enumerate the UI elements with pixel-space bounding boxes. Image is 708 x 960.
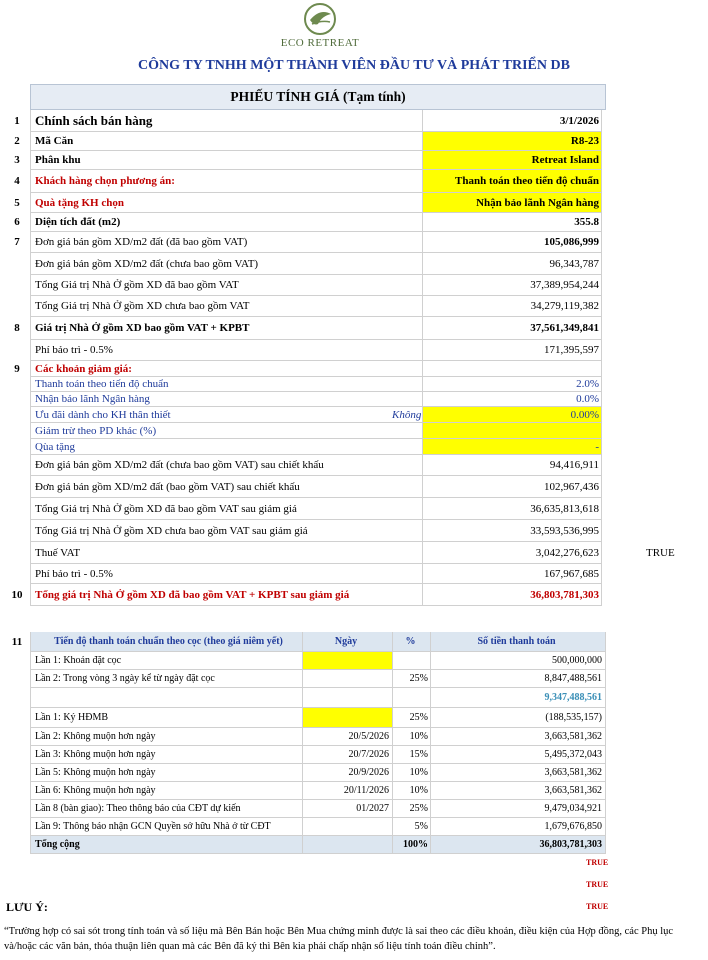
row-value: 33,593,536,995 — [422, 520, 602, 542]
schedule-date — [302, 652, 392, 670]
schedule-date — [302, 836, 392, 854]
schedule-amount: 500,000,000 — [430, 652, 606, 670]
row-number: 5 — [14, 197, 20, 209]
schedule-percent: 10% — [392, 782, 430, 800]
schedule-row — [4, 818, 606, 836]
schedule-spacer — [4, 708, 30, 728]
row-number — [4, 439, 30, 455]
schedule-column-header: % — [392, 632, 430, 652]
company-name: CÔNG TY TNHH MỘT THÀNH VIÊN ĐẦU TƯ VÀ PHÁT TRIỂN DB — [138, 58, 570, 73]
sheet-row — [4, 455, 606, 476]
row-value: 0.0% — [422, 392, 602, 407]
schedule-column-header: Ngày — [302, 632, 392, 652]
schedule-desc: Lần 5: Không muộn hơn ngày — [30, 764, 302, 782]
row-label: Đơn giá bán gồm XD/m2 đất (bao gồm VAT) sau chiết khấu — [30, 476, 422, 498]
row-number — [4, 498, 30, 520]
sheet-row — [4, 275, 606, 296]
row-label: Tổng Giá trị Nhà Ở gồm XD đã bao gồm VAT sau giảm giá — [30, 498, 422, 520]
schedule-amount: 3,663,581,362 — [430, 782, 606, 800]
row-label: Mã Căn — [30, 132, 422, 151]
row-label: Diện tích đất (m2) — [30, 213, 422, 232]
row-number: 6 — [14, 216, 20, 228]
schedule-spacer — [4, 800, 30, 818]
sheet-row — [4, 423, 606, 439]
row-number: 8 — [14, 322, 20, 334]
row-number — [4, 392, 30, 407]
row-label: Quà tặng KH chọn — [30, 193, 422, 213]
sheet-row — [4, 213, 606, 232]
schedule-date — [302, 818, 392, 836]
row-value: 36,803,781,303 — [422, 584, 602, 606]
row-label: Tổng Giá trị Nhà Ở gồm XD chưa bao gồm VAT sau giảm giá — [30, 520, 422, 542]
row-value: Thanh toán theo tiến độ chuẩn — [422, 170, 602, 193]
schedule-spacer — [4, 764, 30, 782]
payment-schedule-table — [4, 632, 606, 854]
row-value: 355.8 — [422, 213, 602, 232]
price-sheet-table — [4, 84, 675, 606]
sheet-row — [4, 151, 606, 170]
schedule-date: 20/5/2026 — [302, 728, 392, 746]
row-option-note: Không — [392, 409, 422, 421]
schedule-percent: 10% — [392, 764, 430, 782]
row-number: 9 — [14, 363, 20, 375]
sheet-row — [4, 361, 606, 377]
schedule-amount: (188,535,157) — [430, 708, 606, 728]
schedule-spacer — [4, 670, 30, 688]
schedule-desc: Lần 2: Không muộn hơn ngày — [30, 728, 302, 746]
note-text: “Trường hợp có sai sót trong tính toán và số liệu mà Bên Bán hoặc Bên Mua chứng minh được là sai theo các điều khoản, điều kiện của Hợp đồng, các Phụ lục và/hoặc các văn bản, thỏa thuận liên quan mà các Bên đã ký thì Bên kia phải chấp nhận số liệu tính toán điều chỉnh”. — [4, 926, 674, 952]
row-label: Ưu đãi dành cho KH thân thiết — [30, 407, 422, 423]
row-number — [4, 253, 30, 275]
company-logo — [270, 2, 370, 49]
row-value: 37,389,954,244 — [422, 275, 602, 296]
row-label: Qùa tặng — [30, 439, 422, 455]
sheet-row — [4, 498, 606, 520]
row-label: Tổng giá trị Nhà Ở gồm XD đã bao gồm VAT + KPBT sau giảm giá — [30, 584, 422, 606]
sheet-row — [4, 193, 606, 213]
row-number: 7 — [14, 236, 20, 248]
row-value: Nhận bảo lãnh Ngân hàng — [422, 193, 602, 213]
row-number — [4, 455, 30, 476]
schedule-percent: 10% — [392, 728, 430, 746]
schedule-date: 20/11/2026 — [302, 782, 392, 800]
row-label: Thuế VAT — [30, 542, 422, 564]
sheet-row — [4, 340, 606, 361]
row-label: Phân khu — [30, 151, 422, 170]
schedule-row — [4, 728, 606, 746]
schedule-desc: Lần 6: Không muộn hơn ngày — [30, 782, 302, 800]
schedule-row — [4, 708, 606, 728]
schedule-desc: Lần 1: Khoản đặt cọc — [30, 652, 302, 670]
row-number: 4 — [14, 175, 20, 187]
schedule-column-header: Tiến độ thanh toán chuẩn theo cọc (theo giá niêm yết) — [30, 632, 302, 652]
sheet-row — [4, 564, 606, 584]
schedule-row — [4, 746, 606, 764]
row-value: 0.00% — [422, 407, 602, 423]
schedule-row — [4, 782, 606, 800]
sheet-title: PHIẾU TÍNH GIÁ (Tạm tính) — [30, 84, 606, 110]
schedule-amount: 36,803,781,303 — [430, 836, 606, 854]
row-value: 3/1/2026 — [422, 110, 602, 132]
sheet-row — [4, 439, 606, 455]
row-number — [4, 377, 30, 392]
schedule-date — [302, 688, 392, 708]
schedule-date: 20/7/2026 — [302, 746, 392, 764]
logo-text: ECO RETREAT — [280, 37, 360, 49]
row-value — [422, 361, 602, 377]
schedule-row — [4, 764, 606, 782]
schedule-percent: 25% — [392, 800, 430, 818]
schedule-percent: 5% — [392, 818, 430, 836]
sheet-row — [4, 253, 606, 275]
row-value: 36,635,813,618 — [422, 498, 602, 520]
schedule-desc: Tổng cộng — [30, 836, 302, 854]
row-value — [422, 423, 602, 439]
schedule-spacer — [4, 818, 30, 836]
schedule-desc: Lần 1: Ký HĐMB — [30, 708, 302, 728]
row-label: Giá trị Nhà Ở gồm XD bao gồm VAT + KPBT — [30, 317, 422, 340]
schedule-column-header: Số tiền thanh toán — [430, 632, 606, 652]
row-number — [4, 423, 30, 439]
row-label: Chính sách bán hàng — [30, 110, 422, 132]
sheet-row — [4, 392, 606, 407]
schedule-row — [4, 688, 606, 708]
schedule-desc — [30, 688, 302, 708]
sheet-row — [4, 170, 606, 193]
schedule-date: 20/9/2026 — [302, 764, 392, 782]
schedule-desc: Lần 3: Không muộn hơn ngày — [30, 746, 302, 764]
true-flag: TRUE — [646, 547, 675, 559]
schedule-spacer — [4, 688, 30, 708]
row-label: Thanh toán theo tiến độ chuẩn — [30, 377, 422, 392]
row-number — [4, 407, 30, 423]
row-label: Các khoản giảm giá: — [30, 361, 422, 377]
row-value: 94,416,911 — [422, 455, 602, 476]
row-value: R8-23 — [422, 132, 602, 151]
row-label: Phí bảo trì - 0.5% — [30, 564, 422, 584]
schedule-row — [4, 652, 606, 670]
row-number: 1 — [14, 115, 20, 127]
schedule-amount: 9,479,034,921 — [430, 800, 606, 818]
schedule-amount: 9,347,488,561 — [430, 688, 606, 708]
note-title: LƯU Ý: — [6, 900, 48, 914]
sheet-row — [4, 584, 606, 606]
sheet-row — [4, 476, 606, 498]
sheet-row — [4, 296, 606, 317]
schedule-spacer — [4, 836, 30, 854]
row-value: - — [422, 439, 602, 455]
schedule-desc: Lần 2: Trong vòng 3 ngày kể từ ngày đặt cọc — [30, 670, 302, 688]
row-label: Tổng Giá trị Nhà Ở gồm XD chưa bao gồm VAT — [30, 296, 422, 317]
schedule-amount: 8,847,488,561 — [430, 670, 606, 688]
true-flag: TRUE — [586, 880, 609, 889]
schedule-row — [4, 836, 606, 854]
schedule-amount: 3,663,581,362 — [430, 764, 606, 782]
schedule-desc: Lần 8 (bàn giao): Theo thông báo của CĐT dự kiến — [30, 800, 302, 818]
row-value: 96,343,787 — [422, 253, 602, 275]
schedule-row — [4, 800, 606, 818]
row-label: Khách hàng chọn phương án: — [30, 170, 422, 193]
schedule-percent — [392, 652, 430, 670]
row-label: Đơn giá bán gồm XD/m2 đất (đã bao gồm VAT) — [30, 232, 422, 253]
row-number: 3 — [14, 154, 20, 166]
row-number: 10 — [11, 589, 23, 601]
schedule-spacer — [4, 782, 30, 800]
row-value: 37,561,349,841 — [422, 317, 602, 340]
true-flag: TRUE — [586, 902, 609, 911]
row-value: 167,967,685 — [422, 564, 602, 584]
row-number — [4, 275, 30, 296]
row-value: 3,042,276,623 — [422, 542, 602, 564]
sheet-row — [4, 232, 606, 253]
row-label: Tổng Giá trị Nhà Ở gồm XD đã bao gồm VAT — [30, 275, 422, 296]
row-label: Đơn giá bán gồm XD/m2 đất (chưa bao gồm VAT) — [30, 253, 422, 275]
sheet-row — [4, 317, 606, 340]
row-number: 2 — [14, 135, 20, 147]
schedule-spacer — [4, 652, 30, 670]
row-value: 105,086,999 — [422, 232, 602, 253]
schedule-percent: 15% — [392, 746, 430, 764]
row-number — [4, 296, 30, 317]
row-label: Phí bảo trì - 0.5% — [30, 340, 422, 361]
row-number — [4, 564, 30, 584]
schedule-spacer — [4, 728, 30, 746]
row-value: 171,395,597 — [422, 340, 602, 361]
leaf-logo-icon — [300, 2, 340, 36]
row-number — [4, 340, 30, 361]
row-label: Giảm trừ theo PD khác (%) — [30, 423, 422, 439]
sheet-row — [4, 407, 606, 423]
sheet-row — [4, 377, 606, 392]
schedule-amount: 1,679,676,850 — [430, 818, 606, 836]
schedule-date — [302, 670, 392, 688]
row-value: Retreat Island — [422, 151, 602, 170]
sheet-row — [4, 110, 606, 132]
schedule-number: 11 — [11, 636, 23, 648]
row-value: 34,279,119,382 — [422, 296, 602, 317]
row-number — [4, 520, 30, 542]
schedule-amount: 3,663,581,362 — [430, 728, 606, 746]
schedule-header-row — [4, 632, 606, 652]
row-value: 102,967,436 — [422, 476, 602, 498]
schedule-spacer — [4, 746, 30, 764]
row-label: Nhận bảo lãnh Ngân hàng — [30, 392, 422, 407]
sheet-row — [4, 542, 675, 564]
schedule-percent — [392, 688, 430, 708]
sheet-row — [4, 520, 606, 542]
row-number — [4, 476, 30, 498]
row-number — [4, 542, 30, 564]
schedule-row — [4, 670, 606, 688]
schedule-amount: 5,495,372,043 — [430, 746, 606, 764]
schedule-percent: 25% — [392, 670, 430, 688]
sheet-row — [4, 132, 606, 151]
schedule-desc: Lần 9: Thông báo nhận GCN Quyền sở hữu Nhà ở từ CĐT — [30, 818, 302, 836]
schedule-percent: 25% — [392, 708, 430, 728]
true-flag: TRUE — [586, 858, 609, 867]
schedule-date: 01/2027 — [302, 800, 392, 818]
schedule-date — [302, 708, 392, 728]
schedule-percent: 100% — [392, 836, 430, 854]
row-value: 2.0% — [422, 377, 602, 392]
row-label: Đơn giá bán gồm XD/m2 đất (chưa bao gồm VAT) sau chiết khấu — [30, 455, 422, 476]
